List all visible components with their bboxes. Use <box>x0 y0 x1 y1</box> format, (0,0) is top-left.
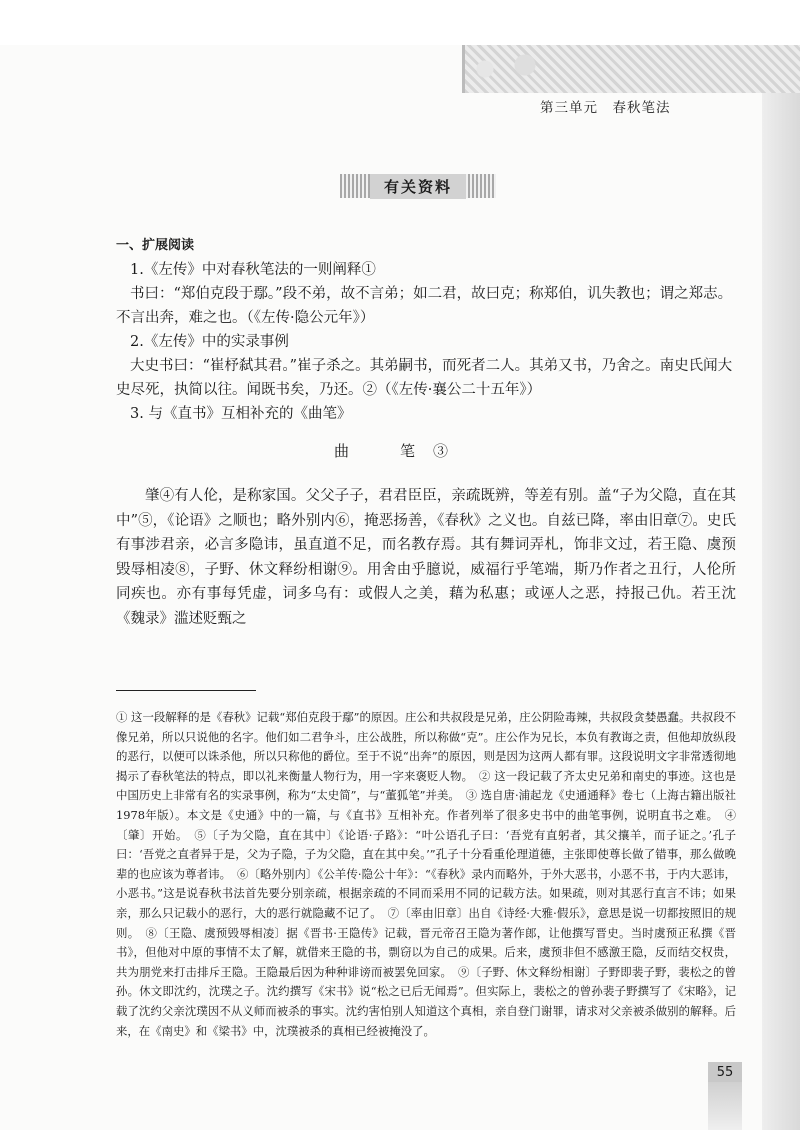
item1 <box>116 258 736 426</box>
section-heading: 一、扩展阅读 <box>116 238 195 253</box>
item1-text: 书曰：“郑伯克段于鄢。”段不弟，故不言弟；如二君，故曰克；称郑伯，讥失教也；谓之郑志。不言出奔，难之也。（《左传·隐公元年》） <box>116 286 733 326</box>
header-ornament <box>462 45 800 93</box>
essay-body: 肇④有人伦，是称家国。父父子子，君君臣臣，亲疏既辨，等差有别。盖“子为父隐，直在其中”⑤，《论语》之顺也；略外别内⑥，掩恶扬善，《春秋》之义也。自兹已降，率由旧章⑦。史氏有事涉君亲，必言多隐讳，虽直道不足，而名教存焉。其有舞词弄札，饰非文过，若王隐、虞预毁辱相凌⑧，子野、休文释纷相谢⑨。用舍由乎臆说，威福行乎笔端，斯乃作者之丑行，人伦所同疾也。亦有事每凭虚，词多乌有：或假人之美，藉为私惠；或诬人之恶，持报己仇。若王沈《魏录》滥述贬甄之 <box>116 488 736 627</box>
item2-title: 2.《左传》中的实录事例 <box>130 334 289 350</box>
item2-text: 大史书曰：“崔杼弑其君。”崔子杀之。其弟嗣书，而死者二人。其弟又书，乃舍之。南史氏闻大史尽死，执简以往。闻既书矣，乃还。②（《左传·襄公二十五年》） <box>116 358 733 398</box>
page-number-tab <box>708 1082 742 1130</box>
item1-title: 1.《左传》中对春秋笔法的一则阐释① <box>130 262 376 278</box>
page-number: 55 <box>708 1062 742 1082</box>
footnote-divider <box>116 690 256 691</box>
section-banner-label: 有关资料 <box>370 174 466 199</box>
section-banner <box>340 174 496 198</box>
running-head: 第三单元 春秋笔法 <box>540 100 671 116</box>
page-edge-decoration <box>762 45 800 1130</box>
item3-title: 3. 与《直书》互相补充的《曲笔》 <box>130 406 352 422</box>
essay-title: 曲 笔③ <box>333 442 466 460</box>
footnotes: ① 这一段解释的是《春秋》记载“郑伯克段于鄢”的原因。庄公和共叔段是兄弟，庄公阴险毒辣，共叔段贪婪愚蠢。共叔段不像兄弟，所以只说他的名字。他们如二君争斗，庄公战胜，所以称做“克”。庄公作为兄长，本负有教诲之责，但他却放纵段的恶行，以便可以诛杀他，所以只称他的爵位。至于不说“出奔”的原因，则是因为这两人都有罪。这段说明文字非常透彻地揭示了春秋笔法的特点，即以礼来衡量人物行为，用一字来褒贬人物。 ② 这一段记载了齐太史兄弟和南史的事迹。这也是中国历史上非常有名的实录事例，称为“太史简”，与“董狐笔”并美。 ③ 选自唐·浦起龙《史通通释》卷七（上海古籍出版社1978年版）。本文是《史通》中的一篇，与《直书》互相补充。作者列举了很多史书中的曲笔事例，说明直书之难。 ④〔肇〕开始。 ⑤〔子为父隐，直在其中〕《论语·子路》：“叶公语孔子曰：‘吾党有直躬者，其父攘羊，而子证之。’孔子曰：‘吾党之直者异于是，父为子隐，子为父隐，直在其中矣。’”孔子十分看重伦理道德，主张即使尊长做了错事，那么做晚辈的也应该为尊者讳。 ⑥〔略外别内〕《公羊传·隐公十年》：“《春秋》录内而略外，于外大恶书，小恶不书，于内大恶讳，小恶书。”这是说春秋书法首先要分别亲疏，根据亲疏的不同而采用不同的记载方法。如果疏，则对其恶行直言不讳；如果亲，那么只记载小的恶行，大的恶行就隐藏不记了。 ⑦〔率由旧章〕出自《诗经·大雅·假乐》，意思是说一切都按照旧的规则。 ⑧〔王隐、虞预毁辱相凌〕据《晋书·王隐传》记载，晋元帝召王隐为著作郎，让他撰写晋史。当时虞预正私撰《晋书》，但他对中原的事情不太了解，就借来王隐的书，剽窃以为自己的成果。后来，虞预非但不感激王隐，反而结交权贵，共为朋党来打击排斥王隐。王隐最后因为种种诽谤而被罢免回家。 ⑨〔子野、休文释纷相谢〕子野即裴子野，裴松之的曾孙。休文即沈约，沈璞之子。沈约撰写《宋书》说“松之已后无闻焉”。但实际上，裴松之的曾孙裴子野撰写了《宋略》，记载了沈约父亲沈璞因不从义师而被杀的事实。沈约害怕别人知道这个真相，亲自登门谢罪，请求对父亲被杀做别的解释。后来，在《南史》和《梁书》中，沈璞被杀的真相已经被掩没了。 <box>116 710 736 1038</box>
